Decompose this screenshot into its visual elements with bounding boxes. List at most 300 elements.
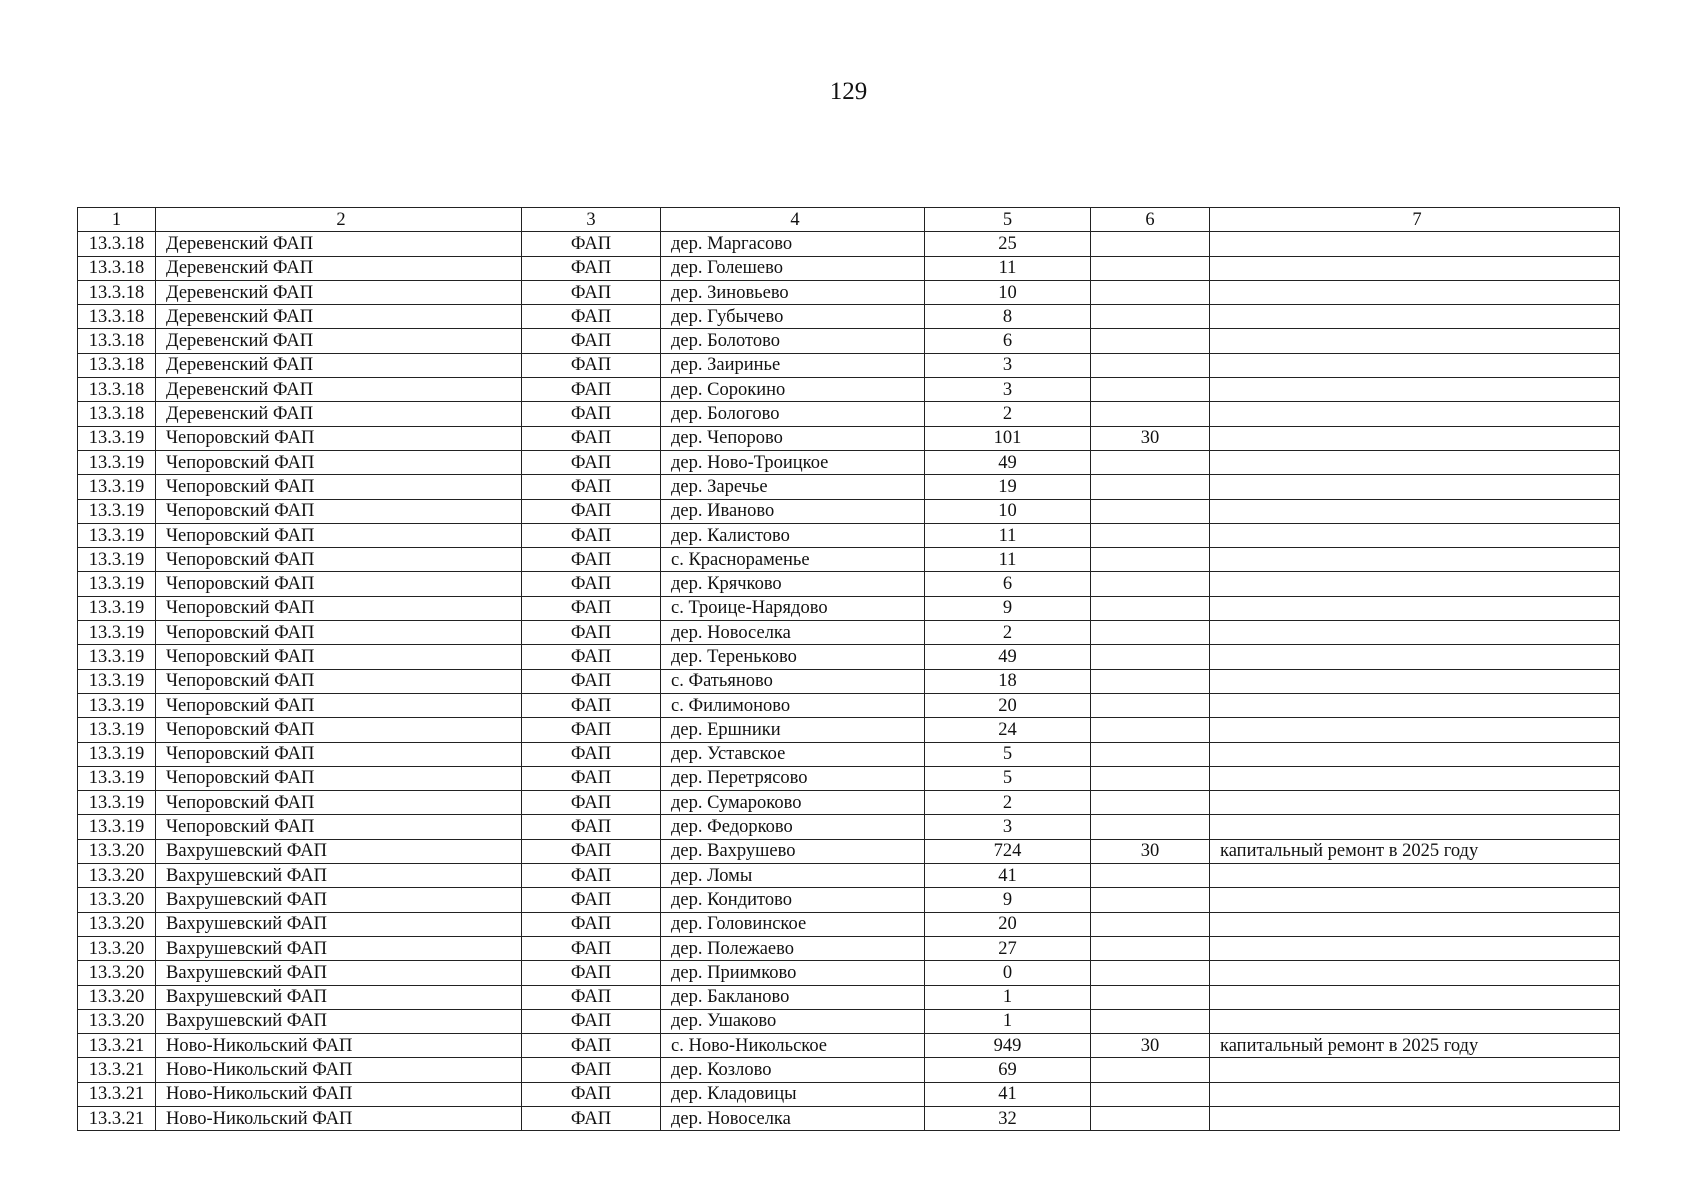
settlement-cell: дер. Бологово — [661, 402, 925, 426]
note-cell — [1210, 888, 1620, 912]
facility-type-cell: ФАП — [522, 402, 661, 426]
settlement-cell: дер. Крячково — [661, 572, 925, 596]
capacity-cell — [1091, 645, 1210, 669]
facility-type-cell: ФАП — [522, 791, 661, 815]
column-header-6: 6 — [1091, 208, 1210, 232]
population-cell: 9 — [925, 888, 1091, 912]
settlement-cell: с. Фатьяново — [661, 669, 925, 693]
table-row — [78, 499, 1620, 523]
settlement-cell: дер. Голешево — [661, 256, 925, 280]
column-header-7: 7 — [1210, 208, 1620, 232]
table-row — [78, 523, 1620, 547]
note-cell — [1210, 329, 1620, 353]
population-cell: 2 — [925, 621, 1091, 645]
population-cell: 18 — [925, 669, 1091, 693]
population-cell: 41 — [925, 864, 1091, 888]
table-row — [78, 839, 1620, 863]
facility-type-cell: ФАП — [522, 572, 661, 596]
note-cell — [1210, 523, 1620, 547]
population-cell: 11 — [925, 256, 1091, 280]
row-number-cell: 13.3.19 — [78, 572, 156, 596]
note-cell — [1210, 621, 1620, 645]
population-cell: 69 — [925, 1058, 1091, 1082]
facility-type-cell: ФАП — [522, 329, 661, 353]
facility-name-cell: Вахрушевский ФАП — [156, 839, 522, 863]
row-number-cell: 13.3.20 — [78, 1009, 156, 1033]
settlement-cell: с. Ново-Никольское — [661, 1034, 925, 1058]
note-cell — [1210, 548, 1620, 572]
row-number-cell: 13.3.18 — [78, 232, 156, 256]
table-row — [78, 596, 1620, 620]
population-cell: 49 — [925, 450, 1091, 474]
note-cell — [1210, 815, 1620, 839]
row-number-cell: 13.3.19 — [78, 499, 156, 523]
settlement-cell: дер. Головинское — [661, 912, 925, 936]
table-row — [78, 791, 1620, 815]
facility-type-cell: ФАП — [522, 936, 661, 960]
table-row — [78, 402, 1620, 426]
population-cell: 19 — [925, 475, 1091, 499]
facility-type-cell: ФАП — [522, 645, 661, 669]
facility-name-cell: Ново-Никольский ФАП — [156, 1058, 522, 1082]
row-number-cell: 13.3.19 — [78, 815, 156, 839]
facility-type-cell: ФАП — [522, 693, 661, 717]
population-cell: 3 — [925, 378, 1091, 402]
facility-type-cell: ФАП — [522, 985, 661, 1009]
facility-name-cell: Вахрушевский ФАП — [156, 985, 522, 1009]
row-number-cell: 13.3.19 — [78, 766, 156, 790]
capacity-cell — [1091, 693, 1210, 717]
settlement-cell: дер. Заречье — [661, 475, 925, 499]
row-number-cell: 13.3.19 — [78, 621, 156, 645]
facility-name-cell: Ново-Никольский ФАП — [156, 1106, 522, 1130]
note-cell — [1210, 985, 1620, 1009]
row-number-cell: 13.3.20 — [78, 839, 156, 863]
settlement-cell: дер. Новоселка — [661, 621, 925, 645]
capacity-cell — [1091, 329, 1210, 353]
facility-name-cell: Деревенский ФАП — [156, 232, 522, 256]
note-cell — [1210, 669, 1620, 693]
facility-name-cell: Вахрушевский ФАП — [156, 912, 522, 936]
capacity-cell — [1091, 378, 1210, 402]
row-number-cell: 13.3.21 — [78, 1034, 156, 1058]
table-row — [78, 1009, 1620, 1033]
population-cell: 6 — [925, 329, 1091, 353]
note-cell: капитальный ремонт в 2025 году — [1210, 839, 1620, 863]
facility-name-cell: Чепоровский ФАП — [156, 596, 522, 620]
population-cell: 9 — [925, 596, 1091, 620]
population-cell: 949 — [925, 1034, 1091, 1058]
row-number-cell: 13.3.19 — [78, 669, 156, 693]
settlement-cell: дер. Бакланово — [661, 985, 925, 1009]
population-cell: 10 — [925, 280, 1091, 304]
note-cell — [1210, 256, 1620, 280]
note-cell — [1210, 426, 1620, 450]
row-number-cell: 13.3.19 — [78, 450, 156, 474]
facility-name-cell: Вахрушевский ФАП — [156, 1009, 522, 1033]
table-row — [78, 888, 1620, 912]
table-row — [78, 669, 1620, 693]
facility-type-cell: ФАП — [522, 475, 661, 499]
column-header-2: 2 — [156, 208, 522, 232]
facility-name-cell: Деревенский ФАП — [156, 402, 522, 426]
facility-type-cell: ФАП — [522, 353, 661, 377]
facility-type-cell: ФАП — [522, 1106, 661, 1130]
table-row — [78, 475, 1620, 499]
settlement-cell: дер. Иваново — [661, 499, 925, 523]
capacity-cell: 30 — [1091, 1034, 1210, 1058]
population-cell: 10 — [925, 499, 1091, 523]
population-cell: 2 — [925, 402, 1091, 426]
column-header-3: 3 — [522, 208, 661, 232]
settlement-cell: дер. Сумароково — [661, 791, 925, 815]
column-header-1: 1 — [78, 208, 156, 232]
population-cell: 724 — [925, 839, 1091, 863]
settlement-cell: с. Краснораменье — [661, 548, 925, 572]
capacity-cell: 30 — [1091, 426, 1210, 450]
note-cell — [1210, 961, 1620, 985]
facility-name-cell: Чепоровский ФАП — [156, 693, 522, 717]
population-cell: 32 — [925, 1106, 1091, 1130]
row-number-cell: 13.3.18 — [78, 402, 156, 426]
note-cell — [1210, 936, 1620, 960]
facility-type-cell: ФАП — [522, 864, 661, 888]
capacity-cell — [1091, 548, 1210, 572]
row-number-cell: 13.3.20 — [78, 864, 156, 888]
capacity-cell — [1091, 1106, 1210, 1130]
table-row — [78, 961, 1620, 985]
capacity-cell — [1091, 523, 1210, 547]
facility-name-cell: Чепоровский ФАП — [156, 791, 522, 815]
settlement-cell: дер. Федорково — [661, 815, 925, 839]
population-cell: 6 — [925, 572, 1091, 596]
settlement-cell: дер. Приимково — [661, 961, 925, 985]
row-number-cell: 13.3.19 — [78, 791, 156, 815]
note-cell — [1210, 572, 1620, 596]
population-cell: 1 — [925, 985, 1091, 1009]
population-cell: 41 — [925, 1082, 1091, 1106]
capacity-cell — [1091, 305, 1210, 329]
facility-type-cell: ФАП — [522, 1034, 661, 1058]
facility-name-cell: Вахрушевский ФАП — [156, 864, 522, 888]
population-cell: 8 — [925, 305, 1091, 329]
table-row — [78, 353, 1620, 377]
table-row — [78, 1034, 1620, 1058]
facility-name-cell: Чепоровский ФАП — [156, 572, 522, 596]
facility-name-cell: Вахрушевский ФАП — [156, 961, 522, 985]
settlement-cell: дер. Зиновьево — [661, 280, 925, 304]
page-number: 129 — [829, 78, 868, 105]
note-cell — [1210, 402, 1620, 426]
table-row — [78, 548, 1620, 572]
row-number-cell: 13.3.18 — [78, 305, 156, 329]
facility-name-cell: Чепоровский ФАП — [156, 645, 522, 669]
facility-name-cell: Деревенский ФАП — [156, 329, 522, 353]
facility-name-cell: Ново-Никольский ФАП — [156, 1082, 522, 1106]
facility-name-cell: Деревенский ФАП — [156, 256, 522, 280]
table-row — [78, 645, 1620, 669]
table-row — [78, 1082, 1620, 1106]
capacity-cell — [1091, 280, 1210, 304]
capacity-cell — [1091, 766, 1210, 790]
facility-type-cell: ФАП — [522, 426, 661, 450]
facility-type-cell: ФАП — [522, 548, 661, 572]
facility-type-cell: ФАП — [522, 1009, 661, 1033]
settlement-cell: дер. Чепорово — [661, 426, 925, 450]
capacity-cell — [1091, 864, 1210, 888]
facility-type-cell: ФАП — [522, 669, 661, 693]
row-number-cell: 13.3.20 — [78, 961, 156, 985]
capacity-cell — [1091, 1009, 1210, 1033]
note-cell — [1210, 499, 1620, 523]
note-cell — [1210, 645, 1620, 669]
note-cell — [1210, 450, 1620, 474]
capacity-cell — [1091, 353, 1210, 377]
facility-type-cell: ФАП — [522, 450, 661, 474]
facility-type-cell: ФАП — [522, 523, 661, 547]
row-number-cell: 13.3.19 — [78, 548, 156, 572]
settlement-cell: дер. Ломы — [661, 864, 925, 888]
settlement-cell: дер. Новоселка — [661, 1106, 925, 1130]
population-cell: 24 — [925, 718, 1091, 742]
note-cell — [1210, 864, 1620, 888]
note-cell — [1210, 718, 1620, 742]
population-cell: 2 — [925, 791, 1091, 815]
table-row — [78, 912, 1620, 936]
population-cell: 20 — [925, 912, 1091, 936]
note-cell — [1210, 596, 1620, 620]
population-cell: 5 — [925, 742, 1091, 766]
facility-name-cell: Ново-Никольский ФАП — [156, 1034, 522, 1058]
capacity-cell — [1091, 961, 1210, 985]
row-number-cell: 13.3.21 — [78, 1106, 156, 1130]
note-cell — [1210, 1058, 1620, 1082]
facility-type-cell: ФАП — [522, 1082, 661, 1106]
facilities-table — [77, 207, 1620, 1131]
settlement-cell: дер. Тереньково — [661, 645, 925, 669]
settlement-cell: дер. Вахрушево — [661, 839, 925, 863]
population-cell: 101 — [925, 426, 1091, 450]
settlement-cell: дер. Козлово — [661, 1058, 925, 1082]
table-body — [78, 232, 1620, 1131]
facility-type-cell: ФАП — [522, 499, 661, 523]
population-cell: 25 — [925, 232, 1091, 256]
table-row — [78, 378, 1620, 402]
settlement-cell: дер. Калистово — [661, 523, 925, 547]
table-row — [78, 280, 1620, 304]
facility-type-cell: ФАП — [522, 766, 661, 790]
capacity-cell — [1091, 621, 1210, 645]
facility-name-cell: Деревенский ФАП — [156, 378, 522, 402]
row-number-cell: 13.3.19 — [78, 693, 156, 717]
facility-type-cell: ФАП — [522, 1058, 661, 1082]
table-row — [78, 864, 1620, 888]
column-header-4: 4 — [661, 208, 925, 232]
note-cell — [1210, 280, 1620, 304]
settlement-cell: дер. Болотово — [661, 329, 925, 353]
capacity-cell — [1091, 1058, 1210, 1082]
capacity-cell — [1091, 1082, 1210, 1106]
facility-name-cell: Чепоровский ФАП — [156, 742, 522, 766]
capacity-cell — [1091, 596, 1210, 620]
facility-name-cell: Чепоровский ФАП — [156, 718, 522, 742]
table-row — [78, 766, 1620, 790]
note-cell — [1210, 1106, 1620, 1130]
row-number-cell: 13.3.21 — [78, 1082, 156, 1106]
population-cell: 0 — [925, 961, 1091, 985]
facility-type-cell: ФАП — [522, 621, 661, 645]
facility-type-cell: ФАП — [522, 839, 661, 863]
capacity-cell — [1091, 742, 1210, 766]
note-cell — [1210, 912, 1620, 936]
row-number-cell: 13.3.19 — [78, 596, 156, 620]
settlement-cell: дер. Ушаково — [661, 1009, 925, 1033]
capacity-cell — [1091, 791, 1210, 815]
facility-name-cell: Вахрушевский ФАП — [156, 936, 522, 960]
facility-type-cell: ФАП — [522, 378, 661, 402]
capacity-cell — [1091, 475, 1210, 499]
table-header-row — [78, 208, 1620, 232]
note-cell — [1210, 766, 1620, 790]
facility-name-cell: Чепоровский ФАП — [156, 499, 522, 523]
capacity-cell — [1091, 669, 1210, 693]
table-row — [78, 426, 1620, 450]
facility-type-cell: ФАП — [522, 305, 661, 329]
table-row — [78, 305, 1620, 329]
note-cell — [1210, 305, 1620, 329]
facility-name-cell: Чепоровский ФАП — [156, 475, 522, 499]
capacity-cell — [1091, 912, 1210, 936]
settlement-cell: дер. Ершники — [661, 718, 925, 742]
table-row — [78, 815, 1620, 839]
capacity-cell: 30 — [1091, 839, 1210, 863]
table-row — [78, 1058, 1620, 1082]
facility-type-cell: ФАП — [522, 280, 661, 304]
capacity-cell — [1091, 936, 1210, 960]
facility-type-cell: ФАП — [522, 596, 661, 620]
note-cell: капитальный ремонт в 2025 году — [1210, 1034, 1620, 1058]
row-number-cell: 13.3.19 — [78, 475, 156, 499]
facility-type-cell: ФАП — [522, 912, 661, 936]
population-cell: 3 — [925, 815, 1091, 839]
population-cell: 5 — [925, 766, 1091, 790]
facility-type-cell: ФАП — [522, 232, 661, 256]
facility-type-cell: ФАП — [522, 961, 661, 985]
row-number-cell: 13.3.19 — [78, 742, 156, 766]
population-cell: 3 — [925, 353, 1091, 377]
settlement-cell: дер. Уставское — [661, 742, 925, 766]
settlement-cell: дер. Губычево — [661, 305, 925, 329]
settlement-cell: дер. Сорокино — [661, 378, 925, 402]
population-cell: 11 — [925, 548, 1091, 572]
capacity-cell — [1091, 888, 1210, 912]
capacity-cell — [1091, 402, 1210, 426]
note-cell — [1210, 378, 1620, 402]
capacity-cell — [1091, 256, 1210, 280]
table-row — [78, 572, 1620, 596]
table-row — [78, 718, 1620, 742]
facility-name-cell: Чепоровский ФАП — [156, 766, 522, 790]
note-cell — [1210, 1082, 1620, 1106]
note-cell — [1210, 475, 1620, 499]
table-row — [78, 450, 1620, 474]
settlement-cell: с. Филимоново — [661, 693, 925, 717]
population-cell: 20 — [925, 693, 1091, 717]
row-number-cell: 13.3.20 — [78, 936, 156, 960]
facility-name-cell: Чепоровский ФАП — [156, 426, 522, 450]
facility-type-cell: ФАП — [522, 815, 661, 839]
facility-name-cell: Чепоровский ФАП — [156, 450, 522, 474]
facility-name-cell: Деревенский ФАП — [156, 280, 522, 304]
capacity-cell — [1091, 572, 1210, 596]
note-cell — [1210, 353, 1620, 377]
facility-name-cell: Деревенский ФАП — [156, 353, 522, 377]
column-header-5: 5 — [925, 208, 1091, 232]
facility-name-cell: Деревенский ФАП — [156, 305, 522, 329]
capacity-cell — [1091, 815, 1210, 839]
table-row — [78, 936, 1620, 960]
row-number-cell: 13.3.18 — [78, 353, 156, 377]
row-number-cell: 13.3.18 — [78, 378, 156, 402]
facility-name-cell: Вахрушевский ФАП — [156, 888, 522, 912]
settlement-cell: с. Троице-Нарядово — [661, 596, 925, 620]
row-number-cell: 13.3.18 — [78, 256, 156, 280]
note-cell — [1210, 693, 1620, 717]
facility-type-cell: ФАП — [522, 888, 661, 912]
table-row — [78, 232, 1620, 256]
population-cell: 11 — [925, 523, 1091, 547]
facility-name-cell: Чепоровский ФАП — [156, 548, 522, 572]
table-row — [78, 742, 1620, 766]
note-cell — [1210, 1009, 1620, 1033]
facility-name-cell: Чепоровский ФАП — [156, 523, 522, 547]
table-row — [78, 693, 1620, 717]
settlement-cell: дер. Заиринье — [661, 353, 925, 377]
facility-name-cell: Чепоровский ФАП — [156, 621, 522, 645]
capacity-cell — [1091, 985, 1210, 1009]
capacity-cell — [1091, 450, 1210, 474]
row-number-cell: 13.3.20 — [78, 985, 156, 1009]
row-number-cell: 13.3.18 — [78, 280, 156, 304]
note-cell — [1210, 791, 1620, 815]
settlement-cell: дер. Полежаево — [661, 936, 925, 960]
capacity-cell — [1091, 499, 1210, 523]
facility-type-cell: ФАП — [522, 718, 661, 742]
row-number-cell: 13.3.20 — [78, 888, 156, 912]
facility-type-cell: ФАП — [522, 256, 661, 280]
row-number-cell: 13.3.18 — [78, 329, 156, 353]
settlement-cell: дер. Маргасово — [661, 232, 925, 256]
row-number-cell: 13.3.21 — [78, 1058, 156, 1082]
settlement-cell: дер. Кондитово — [661, 888, 925, 912]
population-cell: 49 — [925, 645, 1091, 669]
table-row — [78, 985, 1620, 1009]
settlement-cell: дер. Перетрясово — [661, 766, 925, 790]
row-number-cell: 13.3.19 — [78, 426, 156, 450]
facility-name-cell: Чепоровский ФАП — [156, 669, 522, 693]
table-row — [78, 329, 1620, 353]
capacity-cell — [1091, 718, 1210, 742]
facility-type-cell: ФАП — [522, 742, 661, 766]
settlement-cell: дер. Кладовицы — [661, 1082, 925, 1106]
population-cell: 1 — [925, 1009, 1091, 1033]
row-number-cell: 13.3.19 — [78, 718, 156, 742]
table-row — [78, 621, 1620, 645]
capacity-cell — [1091, 232, 1210, 256]
population-cell: 27 — [925, 936, 1091, 960]
settlement-cell: дер. Ново-Троицкое — [661, 450, 925, 474]
row-number-cell: 13.3.19 — [78, 645, 156, 669]
